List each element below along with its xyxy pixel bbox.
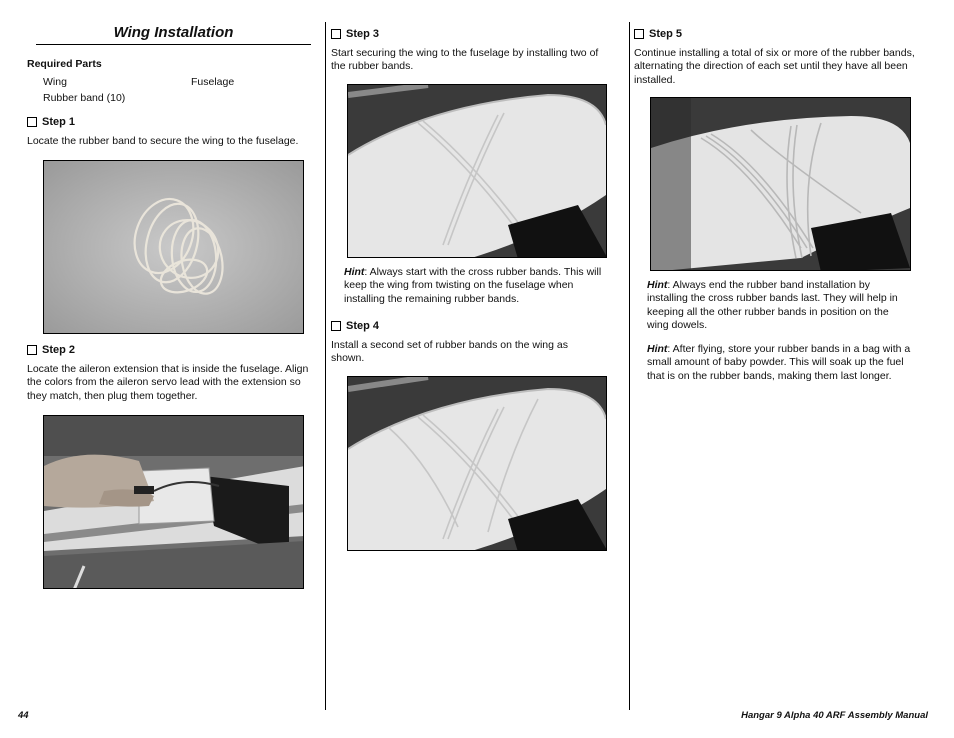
step-text: Locate the aileron extension that is inside the fuselage. Align the colors from the aileron servo lead with the extension so they match, then plug them together. bbox=[27, 363, 309, 402]
step-text: Start securing the wing to the fuselage by installing two of the rubber bands. bbox=[331, 47, 599, 73]
page-number: 44 bbox=[18, 710, 29, 721]
step-heading bbox=[634, 28, 682, 40]
hint-text: : Always start with the cross rubber bands. This will keep the wing from twisting on the fuselage when installing the remaining rubber bands. bbox=[344, 266, 602, 305]
step-label: Step 1 bbox=[42, 116, 76, 128]
checkbox-icon[interactable] bbox=[27, 117, 37, 127]
step-text: Install a second set of rubber bands on the wing as shown. bbox=[331, 339, 568, 365]
hint-label: Hint bbox=[647, 343, 668, 355]
checkbox-icon[interactable] bbox=[331, 321, 341, 331]
required-parts-heading: Required Parts bbox=[27, 58, 102, 70]
column-divider bbox=[325, 22, 326, 710]
step-label: Step 4 bbox=[346, 320, 380, 332]
step-heading bbox=[331, 28, 379, 40]
wing-two-bands-photo bbox=[347, 84, 607, 258]
checkbox-icon[interactable] bbox=[331, 29, 341, 39]
step-label: Step 2 bbox=[42, 344, 76, 356]
step-heading bbox=[27, 116, 75, 128]
rubber-bands-photo bbox=[43, 160, 304, 334]
step-label: Step 5 bbox=[649, 28, 683, 40]
wing-all-bands-photo bbox=[650, 97, 911, 271]
step-label: Step 3 bbox=[346, 28, 380, 40]
part-item: Fuselage bbox=[191, 76, 235, 88]
hint-text: : Always end the rubber band installation by installing the cross rubber bands last. They will help in keeping all the other rubber bands in position on the wing dowels. bbox=[647, 279, 898, 332]
step-text: Locate the rubber band to secure the wing to the fuselage. bbox=[27, 135, 299, 147]
aileron-extension-photo bbox=[43, 415, 304, 589]
checkbox-icon[interactable] bbox=[634, 29, 644, 39]
wing-second-set-photo bbox=[347, 376, 607, 551]
checkbox-icon[interactable] bbox=[27, 345, 37, 355]
hint-label: Hint bbox=[647, 279, 668, 291]
part-item: Wing bbox=[43, 76, 67, 88]
hint bbox=[647, 279, 909, 333]
column-divider bbox=[629, 22, 630, 710]
step-heading bbox=[27, 344, 75, 356]
step-heading bbox=[331, 320, 379, 332]
section-title: Wing Installation bbox=[36, 24, 311, 45]
manual-title: Hangar 9 Alpha 40 ARF Assembly Manual bbox=[741, 710, 928, 721]
hint-label: Hint bbox=[344, 266, 365, 278]
hint-text: : After flying, store your rubber bands in a bag with a small amount of baby powder. This will soak up the fuel that is on the rubber bands, making them last longer. bbox=[647, 343, 911, 382]
part-item: Rubber band (10) bbox=[43, 92, 126, 104]
step-text: Continue installing a total of six or more of the rubber bands, alternating the direction of each set until they have all been installed. bbox=[634, 47, 915, 86]
hint bbox=[344, 266, 606, 306]
hint bbox=[647, 343, 917, 383]
